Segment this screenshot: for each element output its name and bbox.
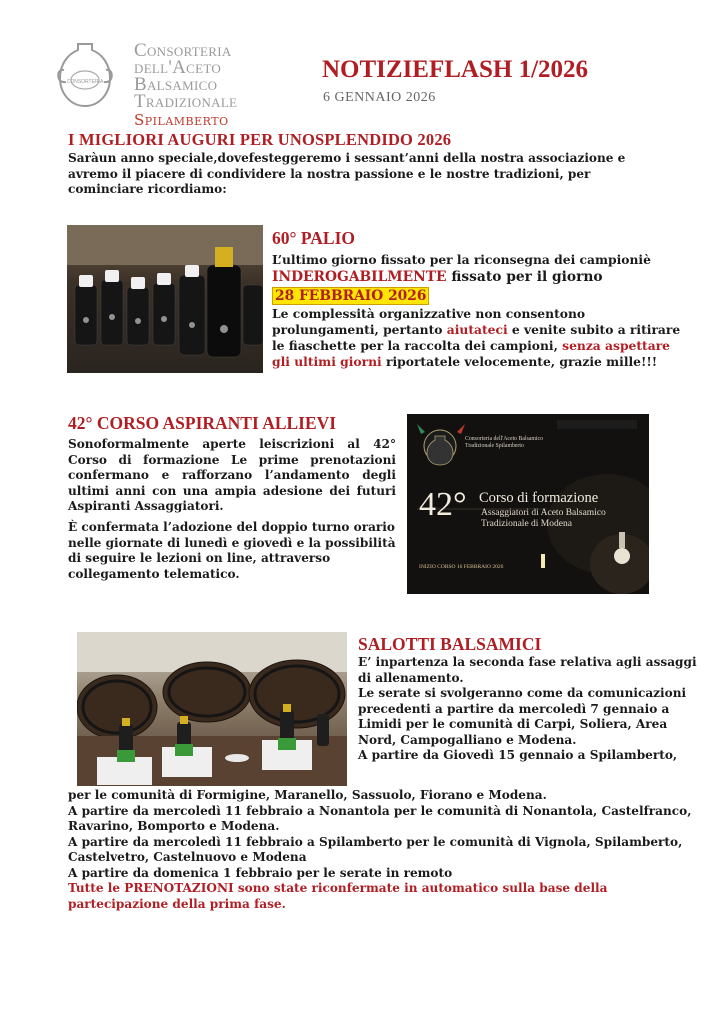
- palio-heading: 60° PALIO: [272, 228, 355, 248]
- salotti-photo: [77, 632, 347, 786]
- corso-text2: È confermata l’adozione del doppio turno orario nelle giornate di lunedì e giovedì e la possibilità di seguire le lezioni on line, attraverso collegamento telematico.: [68, 520, 396, 581]
- intro-heading: I MIGLIORI AUGURI PER UNOSPLENDIDO 2026: [68, 130, 452, 149]
- salotti-full-line: A partire da domenica 1 febbraio per le serate in remoto: [68, 865, 453, 880]
- intro-text: Saràun anno speciale,dovefesteggeremo i sessant’anni della nostra associazione e avremo il piacere di condividere la nostra passione e le nostre tradizioni, per cominciare ricordiamo:: [68, 151, 626, 196]
- logo-line: Balsamico: [134, 74, 218, 95]
- logo-city: Spilamberto: [134, 111, 229, 129]
- salotti-line: E’ inpartenza la seconda fase relativa agli assaggi di allenamento.: [358, 655, 697, 685]
- corso-heading: 42° CORSO ASPIRANTI ALLIEVI: [68, 413, 337, 433]
- poster-number: 42°: [419, 486, 467, 523]
- svg-text:CONSORTERIA: CONSORTERIA: [66, 79, 104, 85]
- salotti-heading: SALOTTI BALSAMICI: [358, 634, 542, 654]
- amphora-icon: [54, 40, 116, 110]
- palio-r1: aiutateci: [446, 322, 508, 337]
- palio-emph: INDEROGABILMENTE: [272, 269, 447, 285]
- salotti-line: Le serate si svolgeranno come da comunicazioni precedenti a partire da mercoledì 7 gennaio a Limidi per le comunità di Carpi, Soliera, Area Nord, Campogalliano e Modena.: [358, 686, 687, 747]
- logo-line: dell'Aceto: [134, 57, 222, 78]
- poster-subtitle1: Assaggiatori di Aceto Balsamico: [481, 508, 606, 518]
- corso-poster: [407, 414, 649, 594]
- salotti-full-line: A partire da mercoledì 11 febbraio a Nonantola per le comunità di Nonantola, Castelfranco, Ravarino, Bomporto e Modena.: [68, 803, 692, 833]
- salotti-full-line: per le comunità di Formigine, Maranello, Sassuolo, Fiorano e Modena.: [68, 788, 547, 802]
- poster-org: Consorteria dell'Aceto Balsamico Tradizionale Spilamberto: [465, 436, 543, 449]
- logo-line: Consorteria: [134, 40, 232, 61]
- salotti-final-note: Tutte le PRENOTAZIONI sono state riconfermate in automatico sulla base della partecipazione della prima fase.: [68, 881, 608, 911]
- poster-start: INIZIO CORSO 16 FEBBRAIO 2026: [419, 564, 504, 570]
- palio-photo: [67, 225, 263, 373]
- salotti-line: A partire da Giovedì 15 gennaio a Spilamberto,: [358, 748, 678, 762]
- salotti-intro: [358, 655, 700, 764]
- palio-line2: fissato per il giorno: [446, 269, 603, 285]
- issue-date: 6 GENNAIO 2026: [323, 90, 436, 105]
- palio-p3: riportatele velocemente, grazie mille!!!: [381, 354, 658, 369]
- logo-line: Tradizionale: [134, 91, 238, 112]
- poster-subtitle2: Tradizionale di Modena: [481, 519, 572, 529]
- palio-p2: e venite subito a ritirare le fiaschette per la raccolta dei campioni,: [272, 322, 681, 353]
- logo: [54, 40, 264, 130]
- palio-p1: Le complessità organizzative non consentono prolungamenti, pertanto: [272, 306, 586, 337]
- poster-title: Corso di formazione: [479, 490, 599, 506]
- corso-text1: Sonoformalmente aperte leiscrizioni al 42° Corso di formazione Le prime prenotazioni confermano e rafforzano l’andamento degli ultimi anni con una ampia adesione dei futuri Aspiranti Assaggiatori.: [68, 437, 396, 513]
- salotti-schedule: [68, 788, 708, 912]
- palio-line1: L’ultimo giorno fissato per la riconsegna dei campioniè: [272, 252, 651, 267]
- palio-deadline: 28 FEBBRAIO 2026: [272, 287, 429, 305]
- page-title: NOTIZIEFLASH 1/2026: [322, 56, 589, 83]
- palio-r2: senza aspettare gli ultimi giorni: [272, 338, 671, 369]
- palio-text: [272, 252, 682, 370]
- salotti-full-line: A partire da mercoledì 11 febbraio a Spilamberto per le comunità di Vignola, Spilamberto, Castelvetro, Castelnuovo e Modena: [68, 834, 683, 864]
